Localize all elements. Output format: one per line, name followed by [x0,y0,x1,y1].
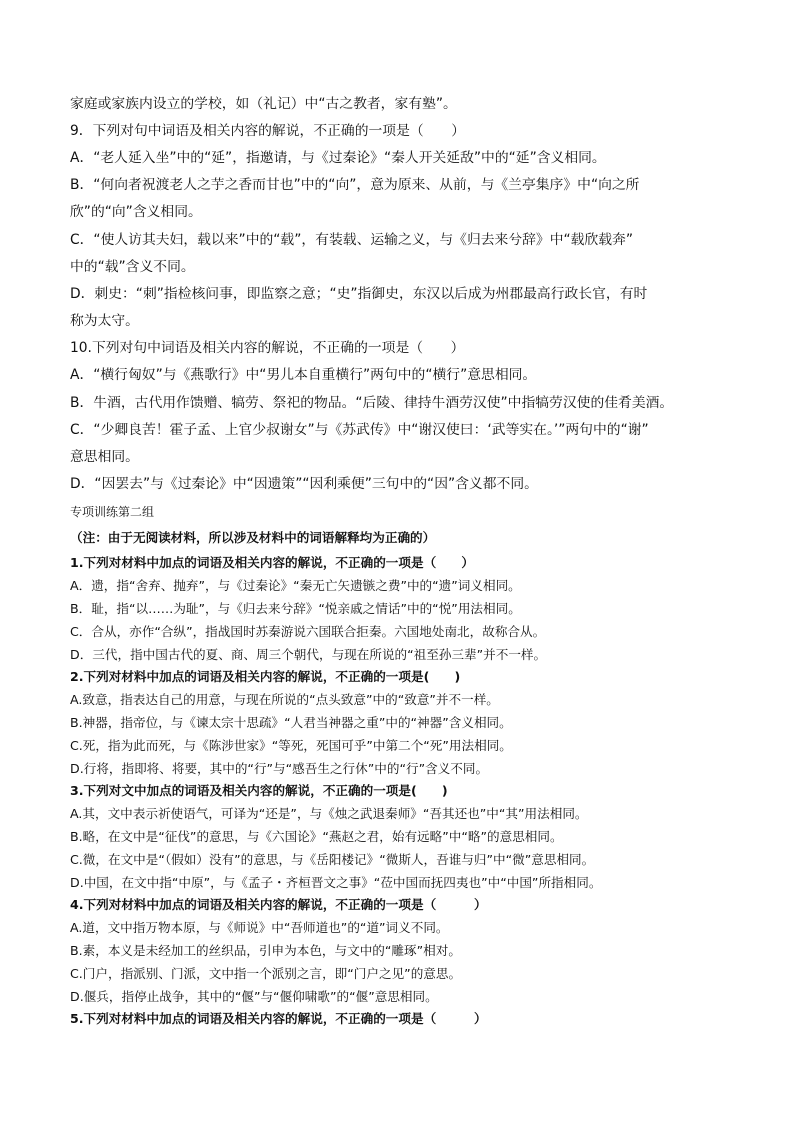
question-1-option-b: B．耻，指“以……为耻”，与《归去来兮辞》“悦亲戚之情话”中的“悦”用法相同。 [70,601,521,616]
question-10-option-b: B．牛酒，古代用作馈赠、犒劳、祭祀的物品。“后陵、律持牛酒劳汉使”中指犒劳汉使的佳肴美酒。 [70,395,674,411]
question-10-option-a: A．“横行匈奴”与《燕歌行》中“男儿本自重横行”两句中的“横行”意思相同。 [70,367,537,383]
question-4-stem: 4.下列对材料中加点的词语及相关内容的解说，不正确的一项是（ ） [70,897,487,912]
question-9-option-a: A．“老人延入坐”中的“延”，指邀请，与《过秦论》“秦人开关延敌”中的“延”含义相同。 [70,150,606,166]
question-10-option-c: C．“少卿良苦！霍子孟、上官少叔谢女”与《苏武传》中“谢汉使曰：‘武等实在。’”两句中的“谢” [70,422,649,438]
question-2-option-d: D.行将，指即将、将要，其中的“行”与“感吾生之行休”中的“行”含义不同。 [70,761,489,776]
question-9-option-d-cont: 称为太守。 [70,313,139,329]
question-3-option-a: A.其，文中表示祈使语气，可译为“还是”，与《烛之武退秦师》“吾其还也”中“其”用法相同。 [70,806,588,821]
question-4-option-d: D.偃兵，指停止战争，其中的“偃”与“偃仰啸歌”的“偃”意思相同。 [70,989,438,1004]
question-5-stem: 5.下列对材料中加点的词语及相关内容的解说，不正确的一项是（ ） [70,1011,487,1026]
question-9-option-c: C．“使人访其夫妇，载以来”中的“载”，有装载、运输之义，与《归去来兮辞》中“载欣载奔” [70,232,634,248]
group-title: 专项训练第二组 [70,505,155,519]
question-9-option-b-cont: 欣”的“向”含义相同。 [70,204,202,220]
question-2-option-a: A.致意，指表达自己的用意，与现在所说的“点头致意”中的“致意”并不一样。 [70,692,499,707]
question-10-stem: 10.下列对句中词语及相关内容的解说，不正确的一项是（ ） [70,340,465,356]
question-2-option-c: C.死，指为此而死，与《陈涉世家》“等死，死国可乎”中第二个“死”用法相同。 [70,738,512,753]
question-9-stem: 9．下列对句中词语及相关内容的解说，不正确的一项是（ ） [70,123,466,139]
question-9-option-d: D．刺史：“刺”指检核问事，即监察之意；“史”指御史，东汉以后成为州郡最高行政长官，有时 [70,286,648,302]
question-1-option-c: C．合从，亦作“合纵”，指战国时苏秦游说六国联合拒秦。六国地处南北，故称合从。 [70,624,546,639]
question-1-option-d: D．三代，指中国古代的夏、商、周三个朝代，与现在所说的“祖至孙三辈”并不一样。 [70,647,547,662]
question-4-option-b: B.素，本义是未经加工的丝织品，引申为本色，与文中的“雕琢”相对。 [70,943,461,958]
question-3-option-d: D.中国，在文中指“中原”，与《孟子・齐桓晋文之事》“莅中国而抚四夷也”中“中国”所指相同。 [70,875,602,890]
question-10-option-c-cont: 意思相同。 [70,449,139,465]
question-3-option-b: B.略，在文中是“征伐”的意思，与《六国论》“燕赵之君，始有远略”中“略”的意思相同。 [70,829,563,844]
question-9-option-b: B．“何向者祝渡老人之芋之香而甘也”中的“向”，意为原来、从前，与《兰亭集序》中“向之所 [70,177,640,193]
question-2-stem: 2.下列对材料中加点的词语及相关内容的解说，不正确的一项是( ) [70,669,461,684]
question-4-option-c: C.门户，指派别、门派，文中指一个派别之言，即“门户之见”的意思。 [70,966,462,981]
question-3-option-c: C.微，在文中是“（假如）没有”的意思，与《岳阳楼记》“微斯人，吾谁与归”中“微”意思相同。 [70,852,595,867]
question-10-option-d: D．“因罢去”与《过秦论》中“因遗策”“因利乘便”三句中的“因”含义都不同。 [70,476,538,492]
question-2-option-b: B.神器，指帝位，与《谏太宗十思疏》“人君当神器之重”中的“神器”含义相同。 [70,715,512,730]
question-1-option-a: A．遗，指“舍弃、抛弃”，与《过秦论》“秦无亡矢遗镞之费”中的“遗”词义相同。 [70,578,521,593]
question-3-stem: 3.下列对文中加点的词语及相关内容的解说，不正确的一项是( ) [70,783,448,798]
note: （注：由于无阅读材料，所以涉及材料中的词语解释均为正确的） [70,530,436,545]
text-line: 家庭或家族内设立的学校，如（礼记）中“古之教者，家有塾”。 [70,96,457,112]
question-1-stem: 1.下列对材料中加点的词语及相关内容的解说，不正确的一项是（ ） [70,555,474,570]
question-9-option-c-cont: 中的“载”含义不同。 [70,259,195,275]
question-4-option-a: A.道，文中指万物本原，与《师说》中“吾师道也”的“道”词义不同。 [70,920,449,935]
